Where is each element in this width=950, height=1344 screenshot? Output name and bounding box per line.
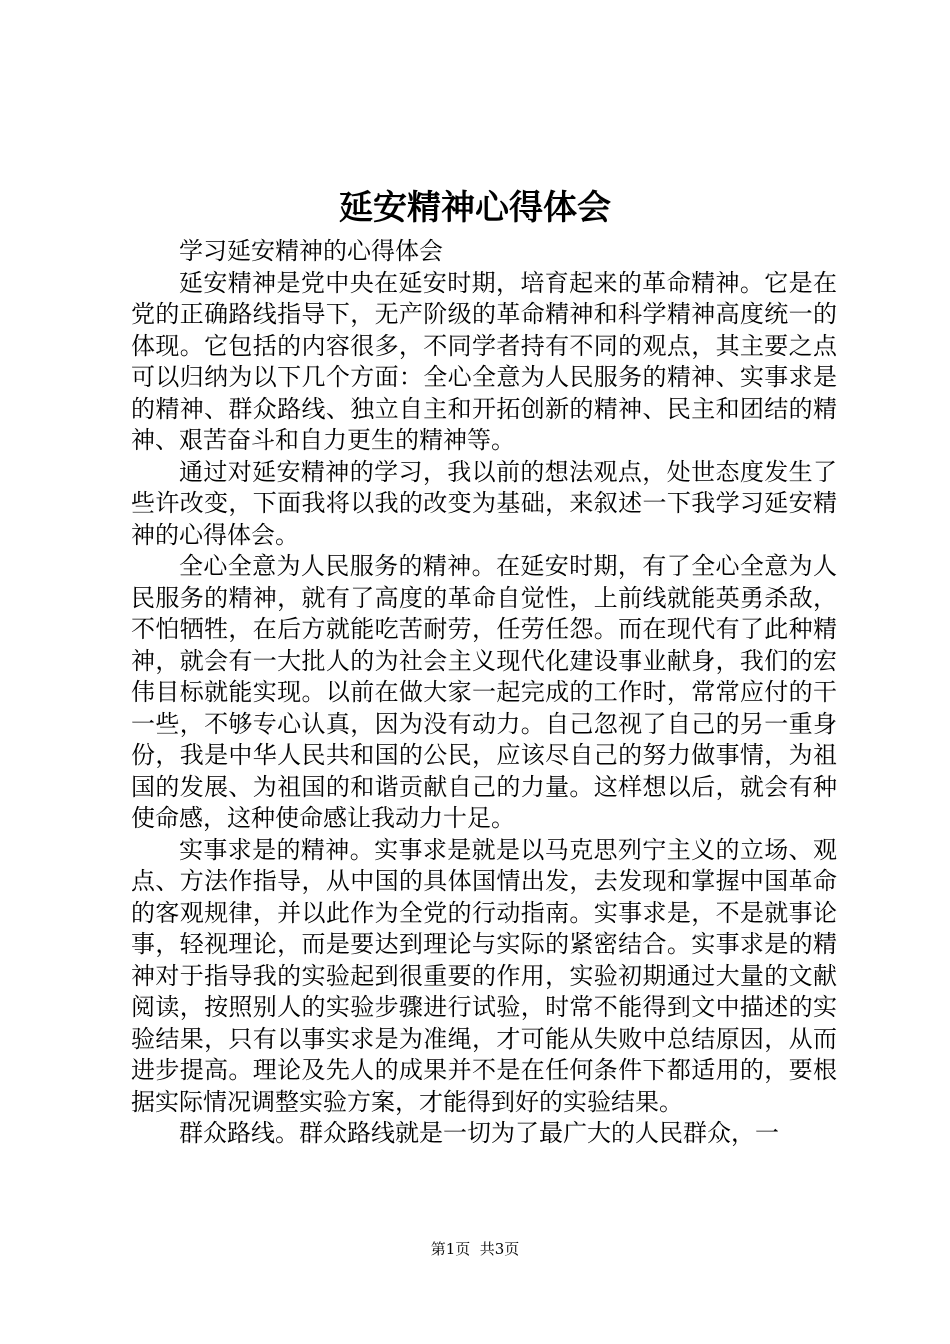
paragraph: 延安精神是党中央在延安时期，培育起来的革命精神。它是在党的正确路线指导下，无产阶级的革命精神和科学精神高度统一的体现。它包括的内容很多，不同学者持有不同的观点，其主要之点可以归纳为以下几个方面：全心全意为人民服务的精神、实事求是的精神、群众路线、独立自主和开拓创新的精神、民主和团结的精神、艰苦奋斗和自力更生的精神等。 (131, 268, 837, 454)
paragraph-subtitle: 学习延安精神的心得体会 (179, 237, 443, 265)
paragraph: 全心全意为人民服务的精神。在延安时期，有了全心全意为人民服务的精神，就有了高度的革命自觉性，上前线就能英勇杀敌，不怕牺牲，在后方就能吃苦耐劳，任劳任怨。而在现代有了此种精神，就会有一大批人的为社会主义现代化建设事业献身，我们的宏伟目标就能实现。以前在做大家一起完成的工作时，常常应付的干一些，不够专心认真，因为没有动力。自己忽视了自己的另一重身份，我是中华人民共和国的公民，应该尽自己的努力做事情，为祖国的发展、为祖国的和谐贡献自己的力量。这样想以后，就会有种使命感，这种使命感让我动力十足。 (131, 552, 837, 832)
page-footer: 第1页 共3页 (430, 1240, 520, 1258)
paragraph: 通过对延安精神的学习，我以前的想法观点，处世态度发生了些许改变，下面我将以我的改变为基础，来叙述一下我学习延安精神的心得体会。 (131, 457, 837, 549)
document-body (131, 236, 837, 1150)
document-title: 延安精神心得体会 (339, 188, 611, 228)
paragraph: 实事求是的精神。实事求是就是以马克思列宁主义的立场、观点、方法作指导，从中国的具体国情出发，去发现和掌握中国革命的客观规律，并以此作为全党的行动指南。实事求是，不是就事论事，轻视理论，而是要达到理论与实际的紧密结合。实事求是的精神对于指导我的实验起到很重要的作用，实验初期通过大量的文献阅读，按照别人的实验步骤进行试验，时常不能得到文中描述的实验结果，只有以事实求是为准绳，才可能从失败中总结原因，从而进步提高。理论及先人的成果并不是在任何条件下都适用的，要根据实际情况调整实验方案，才能得到好的实验结果。 (131, 835, 837, 1116)
paragraph: 群众路线。群众路线就是一切为了最广大的人民群众，一 (179, 1119, 779, 1147)
